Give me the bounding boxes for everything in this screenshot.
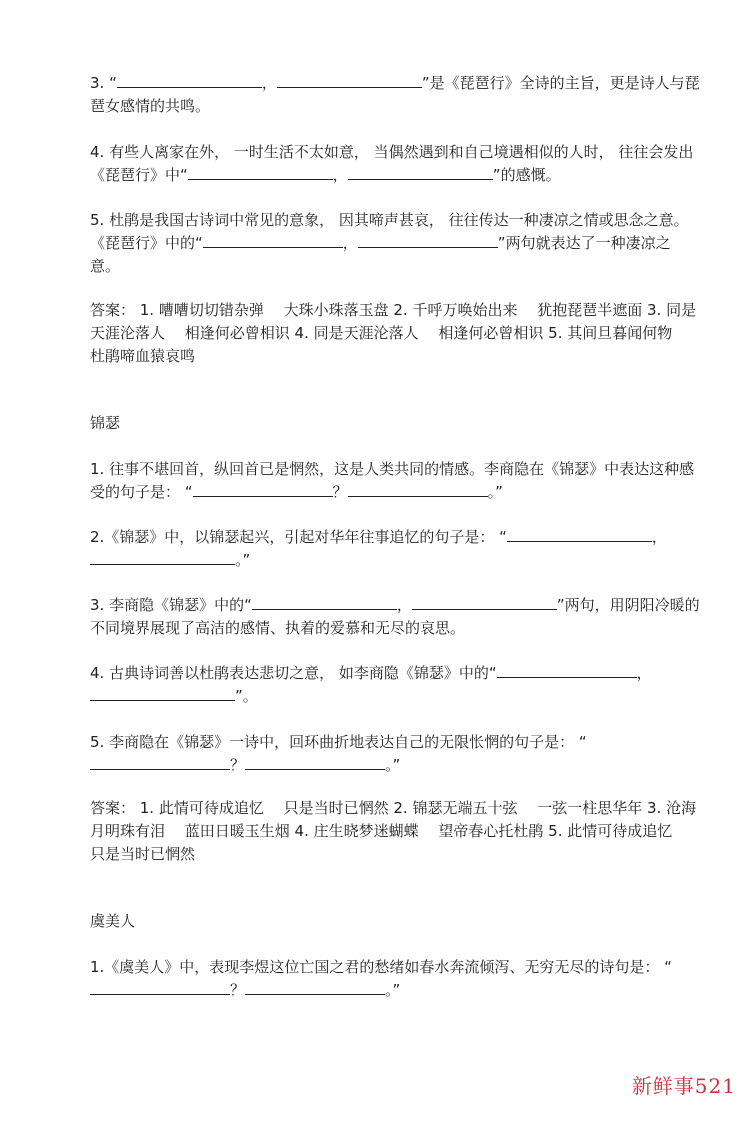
answer-blank[interactable]: [193, 482, 333, 497]
question-pipa-4: 4. 有些人离家在外， 一时生活不太如意， 当偶然遇到和自己境遇相似的人时， 往往会发出《琵琶行》中“ ， ”的感慨。: [90, 143, 694, 184]
answer-blank[interactable]: [203, 233, 343, 248]
section-title-yumeiren: 虞美人: [90, 912, 136, 930]
answer-blank[interactable]: [245, 755, 385, 770]
question-jinse-3: 3. 李商隐《锦瑟》中的“ ， ”两句，用阴阳冷暖的不同境界展现了高洁的感情、执着的爱慕和无尽的哀思。: [90, 596, 700, 637]
answer-blank[interactable]: [497, 663, 637, 678]
question-jinse-1: 1. 往事不堪回首，纵回首已是惘然，这是人类共同的情感。李商隐在《锦瑟》中表达这种感受的句子是： “ ？ 。”: [90, 460, 695, 501]
question-jinse-5: 5. 李商隐在《锦瑟》一诗中，回环曲折地表达自己的无限怅惘的句子是： “？ 。”: [90, 733, 587, 774]
answer-blank[interactable]: [90, 980, 230, 995]
question-yumeiren-1: 1.《虞美人》中，表现李煜这位亡国之君的愁绪如春水奔流倾泻、无穷无尽的诗句是： “？ 。”: [90, 958, 672, 999]
answer-blank[interactable]: [90, 550, 235, 565]
answer-blank[interactable]: [117, 73, 262, 88]
answer-blank[interactable]: [507, 527, 652, 542]
question-pipa-3: 3. “ ， ”是《琵琶行》全诗的主旨，更是诗人与琵琶女感情的共鸣。: [90, 74, 700, 115]
question-jinse-2: 2.《锦瑟》中，以锦瑟起兴，引起对华年往事追忆的句子是： “ ，。”: [90, 528, 667, 569]
answer-blank[interactable]: [252, 595, 397, 610]
answer-blank[interactable]: [412, 595, 557, 610]
answer-blank[interactable]: [348, 482, 488, 497]
answer-blank[interactable]: [188, 165, 333, 180]
answer-block-pipa: 答案： 1. 嘈嘈切切错杂弹 大珠小珠落玉盘 2. 千呼万唤始出来 犹抱琵琶半遮面 3. 同是天涯沦落人 相逢何必曾相识 4. 同是天涯沦落人 相逢何必曾相识 5. 其间旦暮闻何物 杜鹃啼血猿哀鸣: [90, 301, 697, 365]
watermark-text: 新鲜事521: [631, 1074, 736, 1098]
question-jinse-4: 4. 古典诗词善以杜鹃表达悲切之意， 如李商隐《锦瑟》中的“ ，”。: [90, 664, 652, 705]
answer-blank[interactable]: [277, 73, 422, 88]
question-pipa-5: 5. 杜鹃是我国古诗词中常见的意象， 因其啼声甚哀， 往往传达一种凄凉之情或思念之意。《琵琶行》中的“ ， ”两句就表达了一种凄凉之意。: [90, 211, 689, 275]
answer-blank[interactable]: [358, 233, 498, 248]
answer-blank[interactable]: [90, 755, 230, 770]
answer-blank[interactable]: [90, 686, 235, 701]
answer-blank[interactable]: [245, 980, 385, 995]
answer-blank[interactable]: [348, 165, 493, 180]
section-title-jinse: 锦瑟: [90, 414, 121, 432]
answer-block-jinse: 答案： 1. 此情可待成追忆 只是当时已惘然 2. 锦瑟无端五十弦 一弦一柱思华年 3. 沧海月明珠有泪 蓝田日暖玉生烟 4. 庄生晓梦迷蝴蝶 望帝春心托杜鹃 5. 此情可待成追忆 只是当时已惘然: [90, 799, 697, 863]
